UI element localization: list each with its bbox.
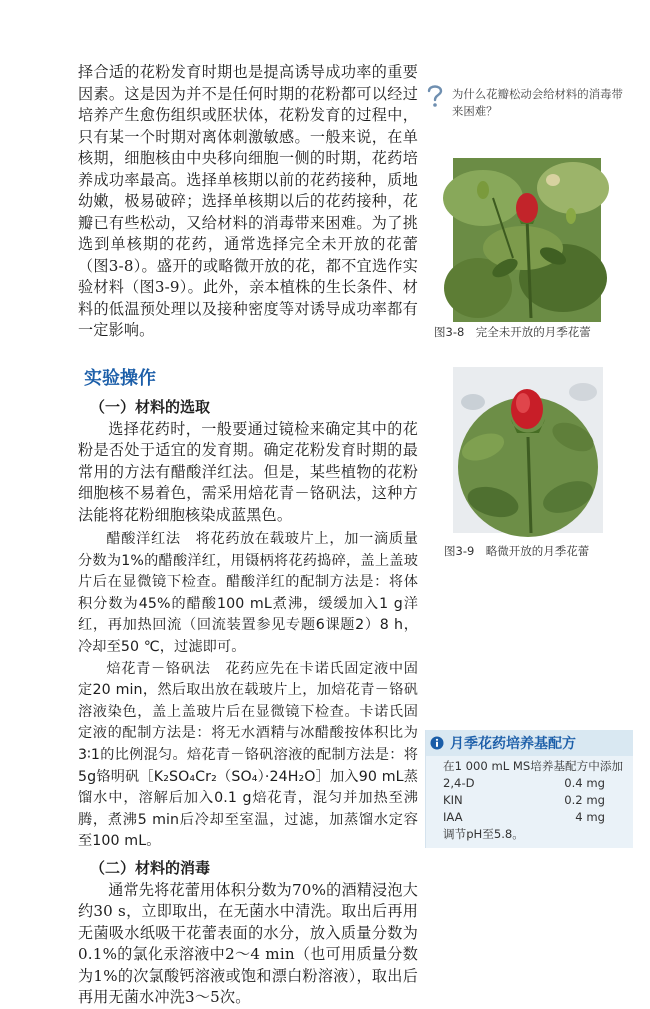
formula-box-title: 月季花药培养基配方	[450, 736, 576, 752]
formula-row	[443, 775, 633, 792]
figure-3-9-caption: 图3-9 略微开放的月季花蕾	[444, 544, 590, 558]
chromalum-method-paragraph: 焙花青－铬矾法 花药应先在卡诺氏固定液中固定20 min，然后取出放在载玻片上，加焙花青－铬矾溶液染色，盖上盖玻片后在显微镜下检查。卡诺氏固定液的配制方法是：将无水酒精与冰醋酸按体积比为3∶1的比例混匀。焙花青－铬矾溶液的配制方法是：将5g铬明矾［K₂SO₄Cr₂（SO₄）·24H₂O］加入90 mL蒸馏水中，溶解后加入0.1 g焙花青，混匀并加热至沸腾，煮沸5 min后冷却至室温，过滤，加蒸馏水定容至100 mL。	[78, 660, 418, 850]
formula-component-amount: 0.4 mg	[564, 776, 605, 790]
formula-component-name: IAA	[443, 810, 463, 824]
formula-intro: 在1 000 mL MS培养基配方中添加	[443, 759, 624, 773]
figure-3-8-caption: 图3-8 完全未开放的月季花蕾	[434, 325, 591, 339]
formula-box-header	[426, 730, 633, 756]
acetocarmine-method-paragraph: 醋酸洋红法 将花药放在载玻片上，加一滴质量分数为1%的醋酸洋红，用镊柄将花药捣碎，盖上盖玻片后在显微镜下检查。醋酸洋红的配制方法是：将体积分数为45%的醋酸100 mL煮沸，缓缓加入1 g洋红，再加热回流（回流装置参见专题6课题2）8 h，冷却至50 ℃，过滤即可。	[78, 531, 418, 655]
formula-footer: 调节pH至5.8。	[443, 827, 524, 841]
margin-question	[432, 86, 632, 120]
formula-component-name: 2,4-D	[443, 776, 475, 790]
question-mark-icon	[424, 82, 446, 108]
info-icon	[430, 736, 444, 750]
rose-bud-closed-photo	[453, 158, 601, 322]
material-selection-paragraph: 选择花药时，一般要通过镜检来确定其中的花粉是否处于适宜的发育期。确定花粉发育时期的最常用的方法有醋酸洋红法。但是，某些植物的花粉细胞核不易着色，需采用焙花青－铬矾法，这种方法能将花粉细胞核染成蓝黑色。	[78, 419, 418, 524]
formula-box-body	[426, 756, 633, 843]
subsection-title-material-selection: （一）材料的选取	[90, 397, 211, 416]
formula-row	[443, 792, 633, 809]
disinfection-paragraph: 通常先将花蕾用体积分数为70%的酒精浸泡大约30 s，立即取出，在无菌水中清洗。取出后再用无菌吸水纸吸干花蕾表面的水分，放入质量分数为0.1%的氯化汞溶液中2～4 min（也可用质量分数为1%的次氯酸钙溶液或饱和漂白粉溶液），取出后再用无菌水冲洗3～5次。	[78, 880, 418, 1007]
intro-paragraph: 择合适的花粉发育时期也是提高诱导成功率的重要因素。这是因为并不是任何时期的花粉都可以经过培养产生愈伤组织或胚状体，花粉发育的过程中，只有某一个时期对离体刺激敏感。一般来说，在单核期，细胞核由中央移向细胞一侧的时期，花药培养成功率最高。选择单核期以前的花药接种，质地幼嫩，极易破碎；选择单核期以后的花药接种，花瓣已有些松动，又给材料的消毒带来困难。为了挑选到单核期的花药，通常选择完全未开放的花蕾（图3-8）。盛开的或略微开放的花，都不宜选作实验材料（图3-9）。此外，亲本植株的生长条件、材料的低温预处理以及接种密度等对诱导成功率都有一定影响。	[78, 63, 418, 339]
subsection-title-disinfection: （二）材料的消毒	[90, 858, 211, 877]
formula-box	[425, 730, 633, 848]
formula-component-amount: 0.2 mg	[564, 793, 605, 807]
question-text: 为什么花瓣松动会给材料的消毒带来困难？	[452, 87, 623, 118]
formula-component-name: KIN	[443, 793, 463, 807]
formula-row	[443, 809, 633, 826]
formula-component-amount: 4 mg	[575, 810, 605, 824]
rose-bud-slightly-open-photo	[453, 367, 603, 533]
main-column	[78, 62, 418, 1009]
section-title: 实验操作	[84, 367, 156, 389]
